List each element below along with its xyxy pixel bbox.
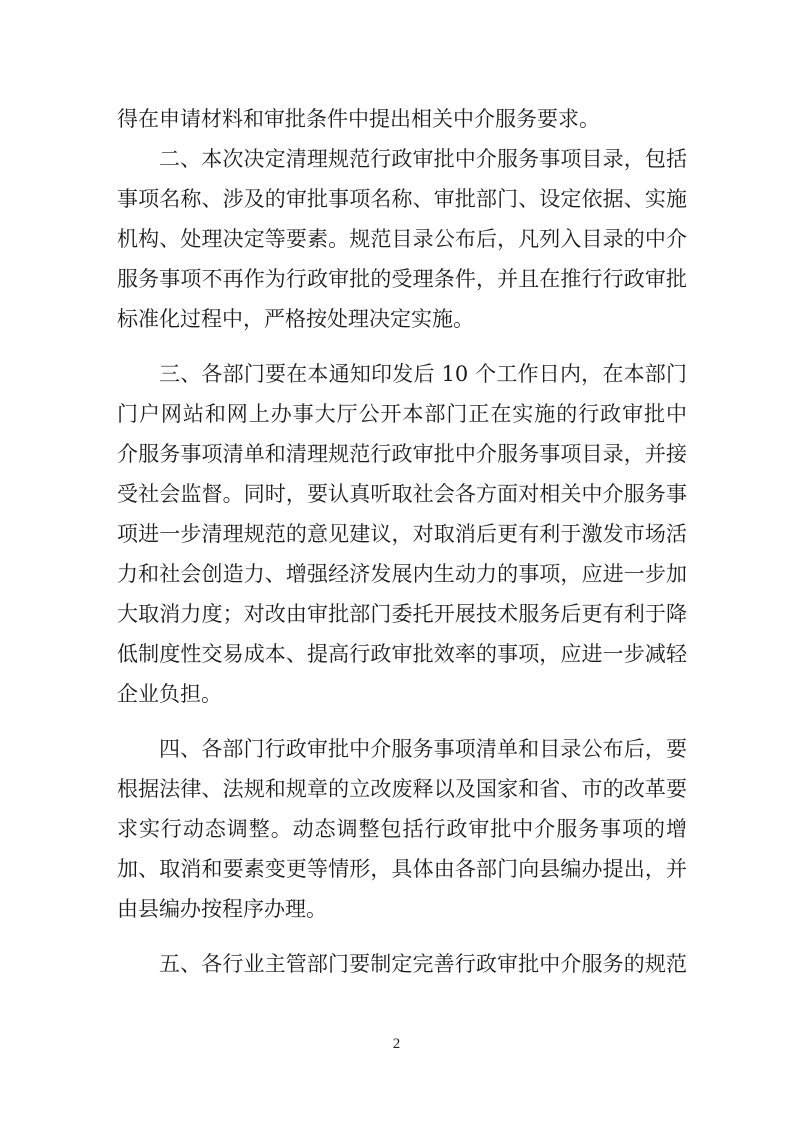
paragraph-two-start: 二、本次决定清理规范行政审批中介服务事项目录，包括 (159, 147, 687, 171)
text-line: 大取消力度；对改由审批部门委托开展技术服务后更有利于降 (117, 602, 687, 626)
text-line: 机构、处理决定等要素。规范目录公布后，凡列入目录的中介 (117, 227, 687, 251)
text-line: 由县编办按程序办理。 (117, 897, 327, 921)
text-line: 服务事项不再作为行政审批的受理条件，并且在推行行政审批 (117, 267, 687, 291)
text-line: 低制度性交易成本、提高行政审批效率的事项，应进一步减轻 (117, 642, 687, 666)
text-line: 门户网站和网上办事大厅公开本部门正在实施的行政审批中 (117, 402, 687, 426)
text-line: 企业负担。 (117, 682, 222, 706)
page-number: 2 (392, 1036, 401, 1052)
text-line: 受社会监督。同时，要认真听取社会各方面对相关中介服务事 (117, 482, 687, 506)
text-line: 介服务事项清单和清理规范行政审批中介服务事项目录，并接 (117, 442, 687, 466)
text-line: 求实行动态调整。动态调整包括行政审批中介服务事项的增 (117, 817, 687, 841)
paragraph-five-start: 五、各行业主管部门要制定完善行政审批中介服务的规范 (159, 952, 687, 976)
paragraph-four-start: 四、各部门行政审批中介服务事项清单和目录公布后，要 (159, 737, 687, 761)
text-line: 项进一步清理规范的意见建议，对取消后更有利于激发市场活 (117, 522, 687, 546)
text-line: 根据法律、法规和规章的立改废释以及国家和省、市的改革要 (117, 777, 687, 801)
paragraph-three-start: 三、各部门要在本通知印发后 10 个工作日内，在本部门 (159, 362, 687, 386)
text-line: 标准化过程中，严格按处理决定实施。 (117, 307, 474, 331)
text-line: 力和社会创造力、增强经济发展内生动力的事项，应进一步加 (117, 562, 687, 586)
text-line: 事项名称、涉及的审批事项名称、审批部门、设定依据、实施 (117, 187, 687, 211)
text-line: 加、取消和要素变更等情形，具体由各部门向县编办提出，并 (117, 857, 687, 881)
text-line: 得在申请材料和审批条件中提出相关中介服务要求。 (117, 107, 600, 131)
